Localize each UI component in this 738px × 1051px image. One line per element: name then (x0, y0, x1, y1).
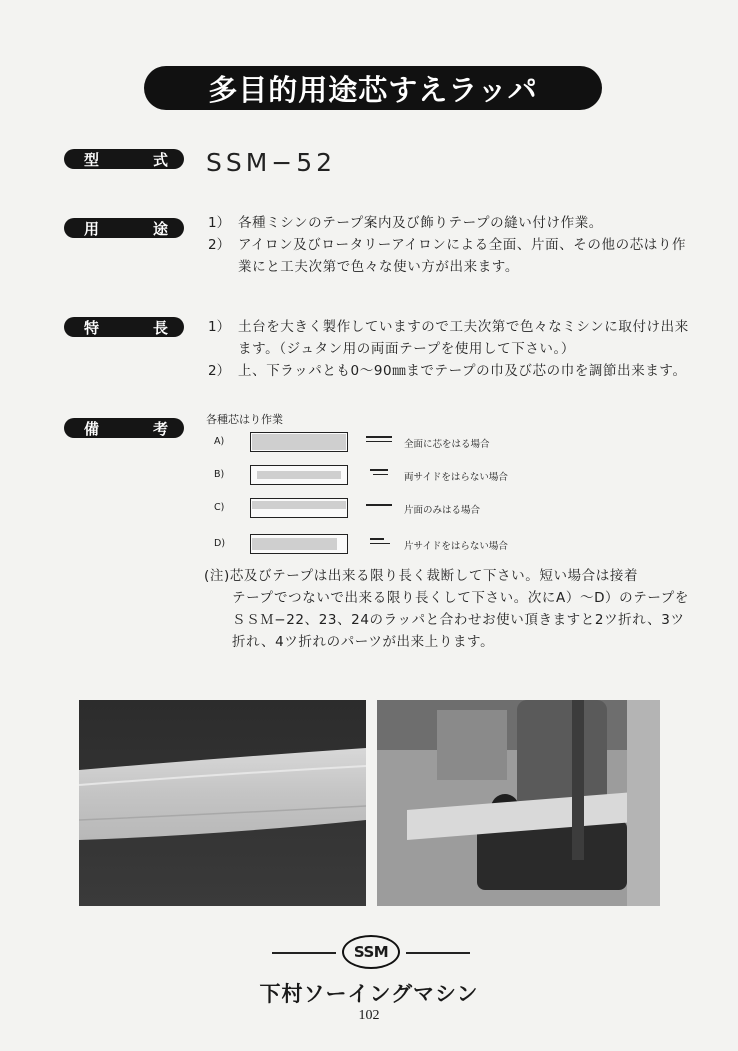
diagram-row-desc: 片サイドをはらない場合 (404, 541, 508, 552)
tape-diagram-one-edge (250, 534, 348, 554)
tape-diagram-center (250, 465, 348, 485)
diagram-row-label: B) (214, 469, 225, 480)
usage-item (208, 234, 693, 278)
label-usage (64, 218, 184, 238)
label-features-char1: 特 (84, 318, 100, 337)
diagram-title: 各種芯はり作業 (206, 413, 283, 426)
footer-rule-left (272, 952, 336, 954)
features-list (208, 316, 693, 382)
usage-item-text: 各種ミシンのテープ案内及び飾りテープの縫い付け作業。 (238, 215, 603, 231)
interfacing-fill (252, 538, 337, 550)
model-number: SSM−52 (206, 148, 337, 177)
diagram-row-d (214, 534, 534, 556)
usage-item (208, 212, 693, 234)
diagram-row-a (214, 432, 534, 454)
usage-item-number: 2） (208, 237, 231, 253)
tape-sample-photo (79, 700, 366, 906)
label-usage-char1: 用 (84, 219, 100, 238)
diagram-row-desc: 片面のみはる場合 (404, 505, 481, 516)
features-item (208, 360, 693, 382)
label-model-char2: 式 (152, 150, 168, 169)
diagram-row-label: D) (214, 538, 226, 549)
fold-mark-icon (370, 469, 388, 478)
diagram-row-b (214, 465, 534, 487)
label-usage-char2: 途 (152, 219, 168, 238)
ssm-logo: SSM (342, 935, 400, 969)
interfacing-fill (252, 501, 346, 509)
diagram-row-desc: 両サイドをはらない場合 (404, 472, 508, 483)
label-remarks-char2: 考 (152, 419, 168, 438)
tape-diagram-one-side (250, 498, 348, 518)
features-item-number: 2） (208, 363, 231, 379)
features-item-text: 上、下ラッパとも0〜90㎜までテープの巾及び芯の巾を調節出来ます。 (238, 363, 687, 379)
tape-diagram-full (250, 432, 348, 452)
fold-mark-icon (366, 504, 392, 509)
usage-list (208, 212, 693, 278)
note-body: テープでつないで出来る限り長くして下さい。次にA）〜D）のテープをＳＳＭ−22、23、24のラッパと合わせお使い頂きますと2ツ折れ、3ツ折れ、4ツ折れのパーツが出来上ります。 (232, 590, 689, 650)
usage-item-text: アイロン及びロータリーアイロンによる全面、片面、その他の芯はり作業にと工夫次第で色々な使い方が出来ます。 (238, 237, 687, 275)
diagram-row-desc: 全面に芯をはる場合 (404, 439, 490, 450)
page-title: 多目的用途芯すえラッパ (144, 66, 602, 110)
note-paragraph (204, 565, 694, 653)
company-name: 下村ソーイングマシン (259, 982, 479, 1006)
label-model (64, 149, 184, 169)
sewing-machine-photo (377, 700, 660, 906)
diagram-row-label: C) (214, 502, 225, 513)
fold-mark-icon (370, 538, 390, 547)
label-remarks (64, 418, 184, 438)
diagram-row-c (214, 498, 534, 520)
usage-item-number: 1） (208, 215, 231, 231)
features-item (208, 316, 693, 360)
label-features-char2: 長 (152, 318, 168, 337)
label-model-char1: 型 (84, 150, 100, 169)
label-remarks-char1: 備 (84, 419, 100, 438)
label-features (64, 317, 184, 337)
features-item-number: 1） (208, 319, 231, 335)
page-number: 102 (358, 1008, 380, 1023)
footer-rule-right (406, 952, 470, 954)
fold-mark-icon (366, 436, 392, 445)
diagram-row-label: A) (214, 436, 225, 447)
interfacing-fill (257, 471, 341, 479)
note-lead: (注)芯及びテープは出来る限り長く裁断して下さい。短い場合は接着 (204, 568, 639, 584)
features-item-text: 土台を大きく製作していますので工夫次第で色々なミシンに取付け出来ます。（ジュタン用の両面テープを使用して下さい。） (238, 319, 689, 357)
interfacing-fill (252, 434, 346, 450)
